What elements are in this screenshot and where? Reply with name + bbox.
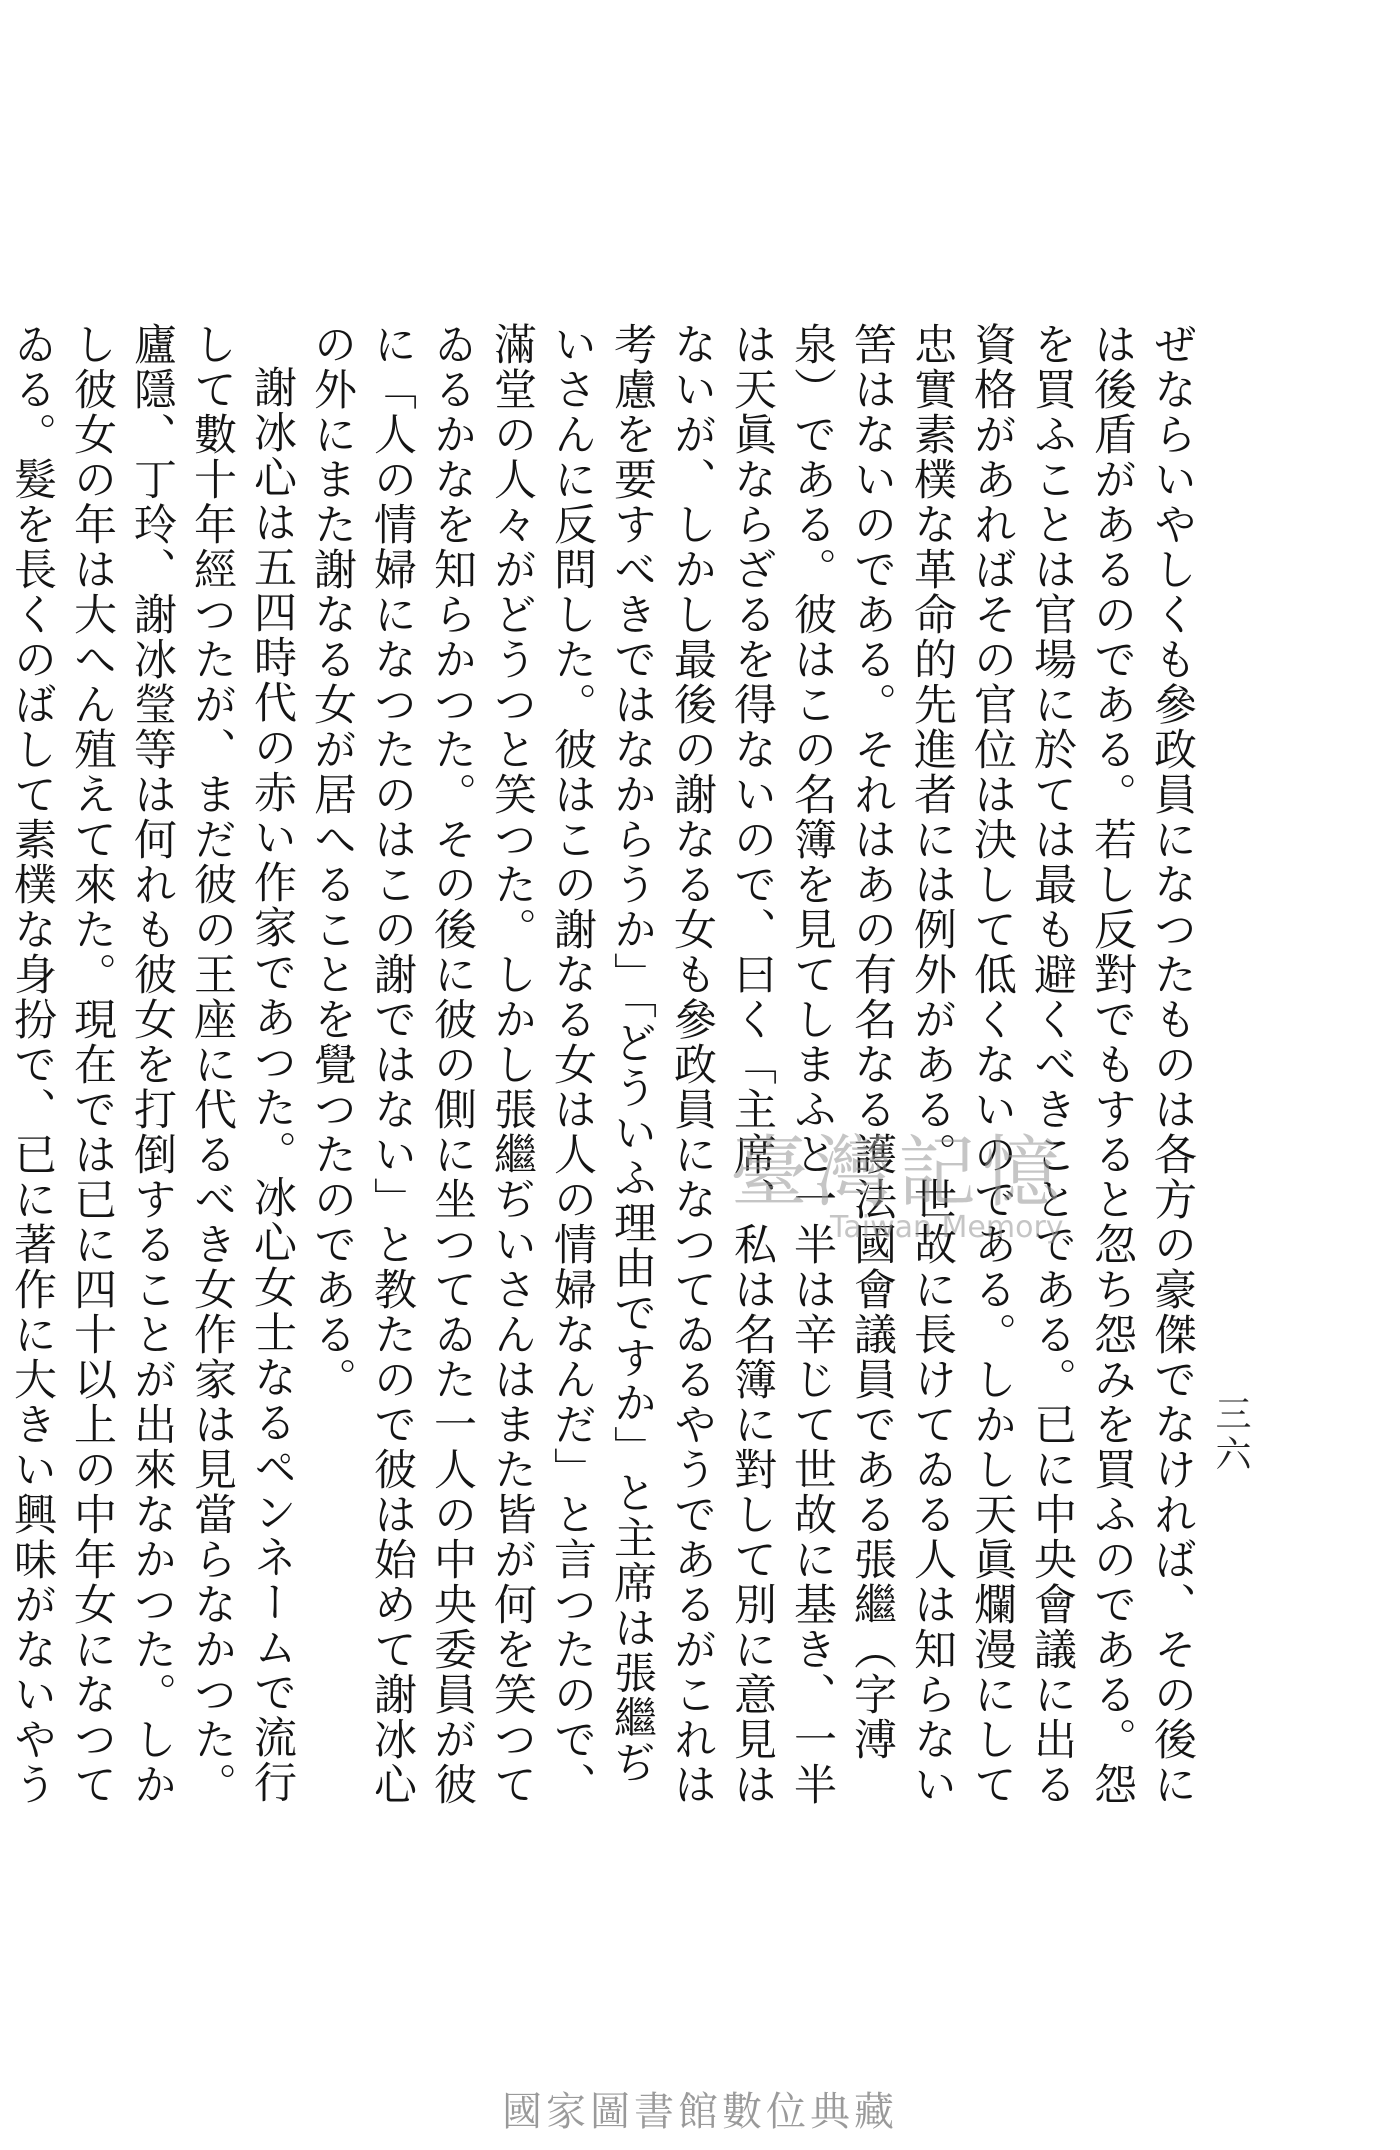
footer-credit: 國家圖書館數位典藏 [502, 2089, 898, 2135]
watermark-title: 臺灣記憶 [730, 1128, 1067, 1218]
body-text [7, 322, 1202, 1822]
paragraph-1: ぜならいやしくも參政員になつたものは各方の豪傑でなければ、その後には後盾があるのである。若し反對でもすると忽ち怨みを買ふのである。怨を買ふことは官場に於ては最も避くべきことである。已に中央會議に出る資格があればその官位は決して低くないのである。しかし天眞爛漫にして忠實素樸な革命的先進者には例外がある。世故に長けてゐる人は知らない筈はないのである。それはあの有名なる護法國會議員である張繼（字溥泉）である。彼はこの名簿を見てしまふと一半は辛じて世故に基き、一半は天眞ならざるを得ないので、曰く「主席、私は名簿に對して別に意見はないが、しかし最後の謝なる女も參政員になつてゐるやうであるがこれは考慮を要すべきではなからうか」「どういふ理由ですか」と主席は張繼ぢいさんに反問した。彼はこの謝なる女は人の情婦なんだ」と言つたので、滿堂の人々がどうつと笑つた。しかし張繼ぢいさんはまた皆が何を笑つてゐるかなを知らかつた。その後に彼の側に坐つてゐた一人の中央委員が彼に「人の情婦になつたのはこの謝ではない」と教たので彼は始めて謝冰心の外にまた謝なる女が居へることを覺つたのである。 [307, 322, 1197, 1807]
paragraph-2-text: 謝冰心は五四時代の赤い作家であつた。冰心女士なるペンネームで流行して數十年經つたが、まだ彼の王座に代るべき女作家は見當らなかつた。廬隱、丁玲、謝冰瑩等は何れも彼女を打倒することが出來なかつた。しかし彼女の年は大へん殖えて來た。現在では已に四十以上の中年女になつてゐる。髮を長くのばして素樸な身扮で、已に著作に大きい興味がないやう [7, 322, 297, 1807]
watermark-subtitle: Taiwan Memory [830, 1210, 1064, 1245]
page-number: 三六 [1210, 1395, 1251, 1475]
paragraph-2 [0, 322, 302, 1822]
